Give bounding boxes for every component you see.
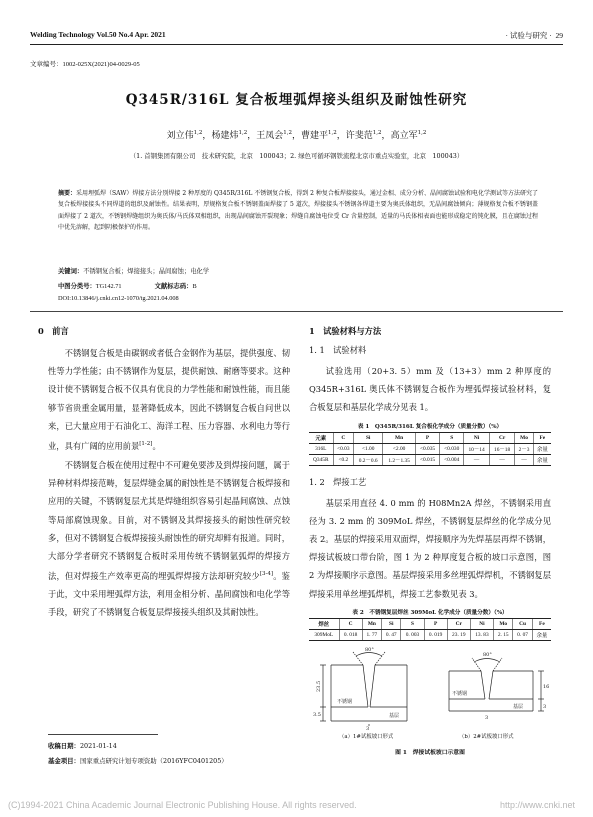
author-name: 杨建炜 — [211, 131, 239, 141]
clc-label: 中图分类号： — [58, 283, 96, 290]
author-affil-marker: 1,2 — [328, 130, 337, 136]
keywords-label: 关键词： — [58, 268, 84, 275]
section-0-heading: 0 前言 — [38, 326, 69, 336]
table-cell: 1. 77 — [362, 629, 381, 640]
table-2 — [309, 618, 551, 641]
table-cell: 309MoL — [309, 629, 339, 640]
table-cell: — — [464, 454, 490, 465]
keywords-text: 不锈钢复合板；焊接接头；晶间腐蚀；电化学 — [83, 268, 210, 275]
table-cell: 0. 003 — [401, 629, 424, 640]
dim-b2-label: 3 — [543, 703, 547, 710]
author-affil-marker: 1,2 — [417, 130, 427, 136]
fund-label: 基金项目： — [48, 757, 80, 765]
intro-paragraph-2: 不锈钢复合板在使用过程中不可避免要涉及到焊接问题，属于异种材料焊接范畴，复层焊缝金属的耐蚀性是不锈钢复合板焊接和应用的关键，不锈钢复层尤其是焊缝组织容易引起晶间腐蚀、点蚀等局部腐蚀现象。目前，对不锈钢及其焊接接头的耐蚀性研究较多，但对不锈钢复合板焊接接头耐蚀性的研究却鲜有报道。同时，大部分学者研究不锈钢复合板时采用传统不锈钢氩弧焊的焊接方法，但对焊接生产效率更高的埋弧焊焊接方法却研究较少[3-4]。鉴于此，文中采用埋弧焊方法，利用金相分析、晶间腐蚀和电化学等手段，研究了不锈钢复合板复层焊接接头组织及其耐蚀性。 — [48, 459, 290, 618]
table-row — [309, 629, 551, 640]
table-cell: <0.03 — [333, 443, 354, 454]
table-1 — [309, 432, 551, 466]
cladding-a-label: 不锈钢 — [337, 698, 353, 705]
welding-paragraph: 基层采用直径 4. 0 mm 的 H08Mn2A 焊丝，不锈钢采用直径为 3. 2 mm 的 309MoL 焊丝，不锈钢复层焊丝的化学成分见表 2。基层的焊接采用双面焊，焊接顺序为先焊基层再焊不锈钢，焊接试板坡口带台阶，图 1 为 2 种厚度复合板的坡口示意图，图 2 为焊接顺序示意图。基层焊接采用多丝埋弧焊焊机，不锈钢复层焊接采用单丝埋弧焊机，焊接工艺参数见表 3。 — [309, 497, 551, 599]
table-cell: 0. 018 — [339, 629, 362, 640]
author-affil-marker: 1,2 — [193, 130, 203, 136]
subsection-1-1-heading: 1. 1 试验材料 — [309, 345, 367, 355]
table-2-caption: 表 2 不锈钢复层焊丝 309MoL 化学成分（质量分数）（%） — [352, 609, 508, 616]
table-cell: <0.015 — [415, 454, 439, 465]
table-header-cell: Fe — [533, 432, 551, 443]
table-cell: 23. 19 — [447, 629, 470, 640]
table-header-cell: Ni — [464, 432, 490, 443]
table-cell: — — [515, 454, 533, 465]
author-name: 刘立伟 — [166, 131, 194, 141]
paper-title: Q345R/316L 复合板埋弧焊接头组织及耐蚀性研究 — [125, 92, 468, 108]
clc-value: TG142.71 — [95, 283, 122, 290]
table-header-cell: Mn — [383, 432, 416, 443]
left-column — [38, 325, 290, 622]
angle-a-label: 80° — [365, 646, 374, 653]
received-date — [48, 741, 117, 750]
abstract — [58, 188, 538, 234]
table-cell: Q345R — [309, 454, 333, 465]
table-cell: 0. 07 — [513, 629, 532, 640]
received-value: 2021-01-14 — [79, 742, 117, 750]
figure-1b-caption: （b）2#试板坡口形式 — [459, 733, 514, 740]
dim-a2-label: 3.5 — [313, 711, 321, 718]
base-b-label: 基层 — [513, 703, 524, 710]
dim-a3-label: 3 — [366, 725, 370, 731]
author-affil-marker: 1,2 — [372, 130, 382, 136]
cladding-b-label: 不锈钢 — [452, 690, 468, 697]
doc-code-label: 文献标志码： — [154, 283, 193, 290]
author-affil-marker: 1,2 — [238, 130, 248, 136]
table-header-cell: Mo — [494, 618, 513, 629]
table-cell: <2.00 — [383, 443, 416, 454]
table-cell: 1.2－1.35 — [383, 454, 416, 465]
table-cell: 0. 47 — [382, 629, 401, 640]
doc-code-value: B — [192, 283, 197, 290]
abstract-text: 采用埋弧焊（SAW）焊接方法分别焊接 2 种厚度的 Q345R/316L 不锈钢复合板，得到 2 种复合板焊接接头，通过金相、成分分析、晶间腐蚀试验和电化学测试等方法研究了复合板焊接接头不同焊道的组织及耐蚀性。结果表明，厚规格复合板不锈钢盖面焊接了 5 道次，焊接接头不锈钢各焊道主要为奥氏体组织，无晶间腐蚀倾向；薄规格复合板不锈钢盖面焊接了 2 道次，不锈钢焊缝组织为奥氏体/马氏体双相组织，出现晶间腐蚀开裂现象；焊缝自腐蚀电位受 Cr 含量控制，适量的马氏体相表面也能形成稳定的钝化膜，且在腐蚀过程中优先溶解，起到阴极保护的作用。 — [58, 190, 538, 232]
keywords — [58, 266, 209, 275]
author-name: 曹建平 — [301, 131, 329, 141]
author-list: 刘立伟$^{1,2}$，杨建炜$^{1,2}$，王凤会$^{1,2}$，曹建平$^{1,2}$，许斐范$^{1,2}$，高立军$^{1,2}$ — [166, 130, 427, 141]
figure-1-caption: 图 1 焊接试板坡口示意图 — [395, 749, 465, 756]
ref-1-2[interactable]: [1-2] — [139, 441, 153, 448]
table-cell: 2－3 — [515, 443, 533, 454]
meta-rule — [30, 311, 563, 312]
article-number: 文章编号：1002-025X(2021)04-0029-05 — [30, 61, 140, 68]
table-cell: 0. 019 — [424, 629, 447, 640]
angle-b-label: 80° — [483, 651, 492, 658]
section-1-heading: 1 试验材料与方法 — [309, 326, 382, 336]
table-header-cell: Cr — [447, 618, 470, 629]
section-label: · 试验与研究 · — [505, 31, 552, 40]
author-name: 高立军 — [390, 131, 418, 141]
affiliation: （1. 首钢集团有限公司 技术研究院，北京 100043；2. 绿色可循环钢铁流程北京市重点实验室，北京 100043） — [129, 152, 464, 160]
copyright-text: (C)1994-2021 China Academic Journal Electronic Publishing House. All rights reserved. — [8, 800, 357, 810]
dim-b3-label: 3 — [485, 714, 489, 721]
intro-paragraph-1: 不锈钢复合板是由碳钢或者低合金钢作为基层，提供强度、韧性等力学性能；由不锈钢作为复层，提供耐蚀、耐磨等要求。这种设计使不锈钢复合板不仅具有优良的力学性能和耐蚀性能，而且能够节省贵重金属用量，显著降低成本，因此不锈钢复合板自问世以来，已大量应用于石油化工、海洋工程、压力容器、水利电力等行业，具有广阔的应用前景[1-2]。 — [48, 348, 290, 451]
table-cell: 2. 15 — [494, 629, 513, 640]
table-header-cell: Ni — [470, 618, 493, 629]
running-header — [30, 30, 563, 44]
base-a-label: 基层 — [389, 712, 400, 719]
groove-diagrams — [309, 645, 551, 731]
table-cell: — — [489, 454, 515, 465]
figure-1a-caption: （a）1#试板坡口形式 — [339, 733, 394, 740]
dim-b1-label: 16 — [543, 683, 550, 690]
table-header-cell: 焊丝 — [309, 618, 339, 629]
dim-a1-label: 23.5 — [316, 680, 322, 692]
table-header-cell: P — [415, 432, 439, 443]
table-cell: 16－18 — [489, 443, 515, 454]
header-rule — [30, 44, 563, 45]
fund-value: 国家重点研究计划专项资助（2016YFC0401205） — [79, 757, 228, 765]
figure-1 — [309, 645, 551, 745]
table-header-cell: P — [424, 618, 447, 629]
subsection-1-2-heading: 1. 2 焊接工艺 — [309, 476, 367, 487]
table-cell: <1.00 — [354, 443, 383, 454]
table-1-caption: 表 1 Q345R/316L 复合板化学成分（质量分数）（%） — [357, 423, 503, 430]
table-cell: <0.035 — [415, 443, 439, 454]
author-affil-marker: 1,2 — [283, 130, 292, 136]
journal-info: Welding Technology Vol.50 No.4 Apr. 2021 — [30, 30, 166, 39]
page-number: 29 — [555, 31, 563, 40]
received-label: 收稿日期： — [48, 742, 80, 750]
author-name: 许斐范 — [345, 131, 373, 141]
table-cell: <0.2 — [333, 454, 354, 465]
table-cell: 10－14 — [464, 443, 490, 454]
table-cell: 0.2－0.6 — [354, 454, 383, 465]
table-cell: 余量 — [532, 629, 551, 640]
table-cell: 余量 — [533, 443, 551, 454]
table-cell: <0.030 — [440, 443, 464, 454]
table-cell: <0.004 — [440, 454, 464, 465]
table-header-cell: Mn — [362, 618, 381, 629]
table-header-cell: Si — [354, 432, 383, 443]
ref-3-4[interactable]: [3-4] — [259, 571, 274, 578]
table-header-cell: S — [401, 618, 424, 629]
table-row — [309, 443, 551, 454]
doi: DOI:10.13846/j.cnki.cn12-1070/tg.2021.04.008 — [58, 295, 179, 302]
table-header-cell: C — [333, 432, 354, 443]
table-header-cell: 元素 — [309, 432, 333, 443]
table-header-cell: Cu — [513, 618, 532, 629]
cnki-link[interactable]: http://www.cnki.net — [499, 800, 575, 810]
table-header-cell: S — [440, 432, 464, 443]
section-and-page — [506, 30, 564, 41]
materials-paragraph: 试验选用（20+3. 5）mm 及（13+3）mm 2 种厚度的 Q345R+316L 奥氏体不锈钢复合板作为埋弧焊接试验材料，复合板复层和基层化学成分见表 1。 — [309, 366, 551, 413]
table-header-cell: Fe — [532, 618, 551, 629]
table-cell: 余量 — [533, 454, 551, 465]
footnote-rule — [48, 734, 158, 735]
table-header-cell: Si — [382, 618, 401, 629]
table-header-cell: Cr — [489, 432, 515, 443]
table-header-cell: C — [339, 618, 362, 629]
fund-info — [48, 756, 228, 765]
table-cell: 13. 83 — [470, 629, 493, 640]
table-row — [309, 454, 551, 465]
classification — [58, 281, 197, 290]
right-column — [309, 325, 551, 756]
abstract-label: 摘要： — [58, 190, 77, 197]
table-cell: 316L — [309, 443, 333, 454]
author-name: 王凤会 — [256, 131, 284, 141]
table-header-cell: Mo — [515, 432, 533, 443]
